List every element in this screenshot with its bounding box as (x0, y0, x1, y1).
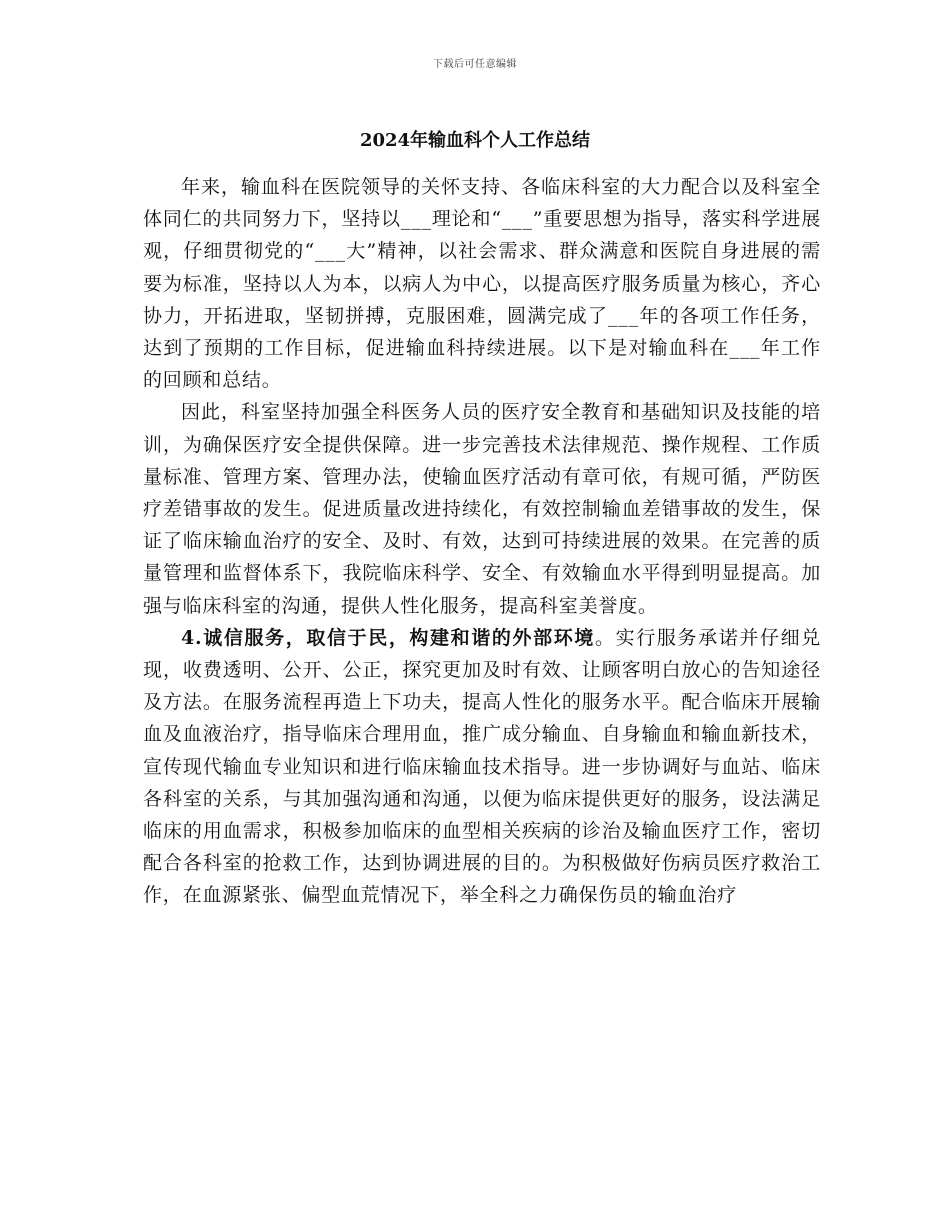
paragraph-text: 年来，输血科在医院领导的关怀支持、各临床科室的大力配合以及科室全体同仁的共同努力下，坚持以___理论和“___”重要思想为指导，落实科学进展观，仔细贯彻党的“___大”精神，以社会需求、群众满意和医院自身进展的需要为标准，坚持以人为本，以病人为中心，以提高医疗服务质量为核心，齐心协力，开拓进取，坚韧拼搏，克服困难，圆满完成了___年的各项工作任务，达到了预期的工作目标，促进输血科持续进展。以下是对输血科在___年工作的回顾和总结。 (143, 176, 821, 392)
paragraph-integrity-service (143, 622, 821, 912)
paragraph-lead-heading: 4.诚信服务，取信于民，构建和谐的外部环境 (181, 626, 596, 649)
document-body (143, 171, 821, 912)
paragraph-intro (143, 171, 821, 396)
paragraph-text: 。实行服务承诺并仔细兑现，收费透明、公开、公正，探究更加及时有效、让顾客明白放心的告知途径及方法。在服务流程再造上下功夫，提高人性化的服务水平。配合临床开展输血及血液治疗，指导临床合理用血，推广成分输血、自身输血和输血新技术，宣传现代输血专业知识和进行临床输血技术指导。进一步协调好与血站、临床各科室的关系，与其加强沟通和沟通，以便为临床提供更好的服务，设法满足临床的用血需求，积极参加临床的血型相关疾病的诊治及输血医疗工作，密切配合各科室的抢救工作，达到协调进展的目的。为积极做好伤病员医疗救治工作，在血源紧张、偏型血荒情况下，举全科之力确保伤员的输血治疗 (143, 626, 821, 907)
document-title: 2024年输血科个人工作总结 (359, 130, 591, 151)
page-header-note: 下载后可任意编辑 (433, 59, 517, 70)
paragraph-text: 因此，科室坚持加强全科医务人员的医疗安全教育和基础知识及技能的培训，为确保医疗安全提供保障。进一步完善技术法律规范、操作规程、工作质量标准、管理方案、管理办法，使输血医疗活动有章可依，有规可循，严防医疗差错事故的发生。促进质量改进持续化，有效控制输血差错事故的发生，保证了临床输血治疗的安全、及时、有效，达到可持续进展的效果。在完善的质量管理和监督体系下，我院临床科学、安全、有效输血水平得到明显提高。加强与临床科室的沟通，提供人性化服务，提高科室美誉度。 (143, 401, 821, 617)
paragraph-safety (143, 396, 821, 621)
